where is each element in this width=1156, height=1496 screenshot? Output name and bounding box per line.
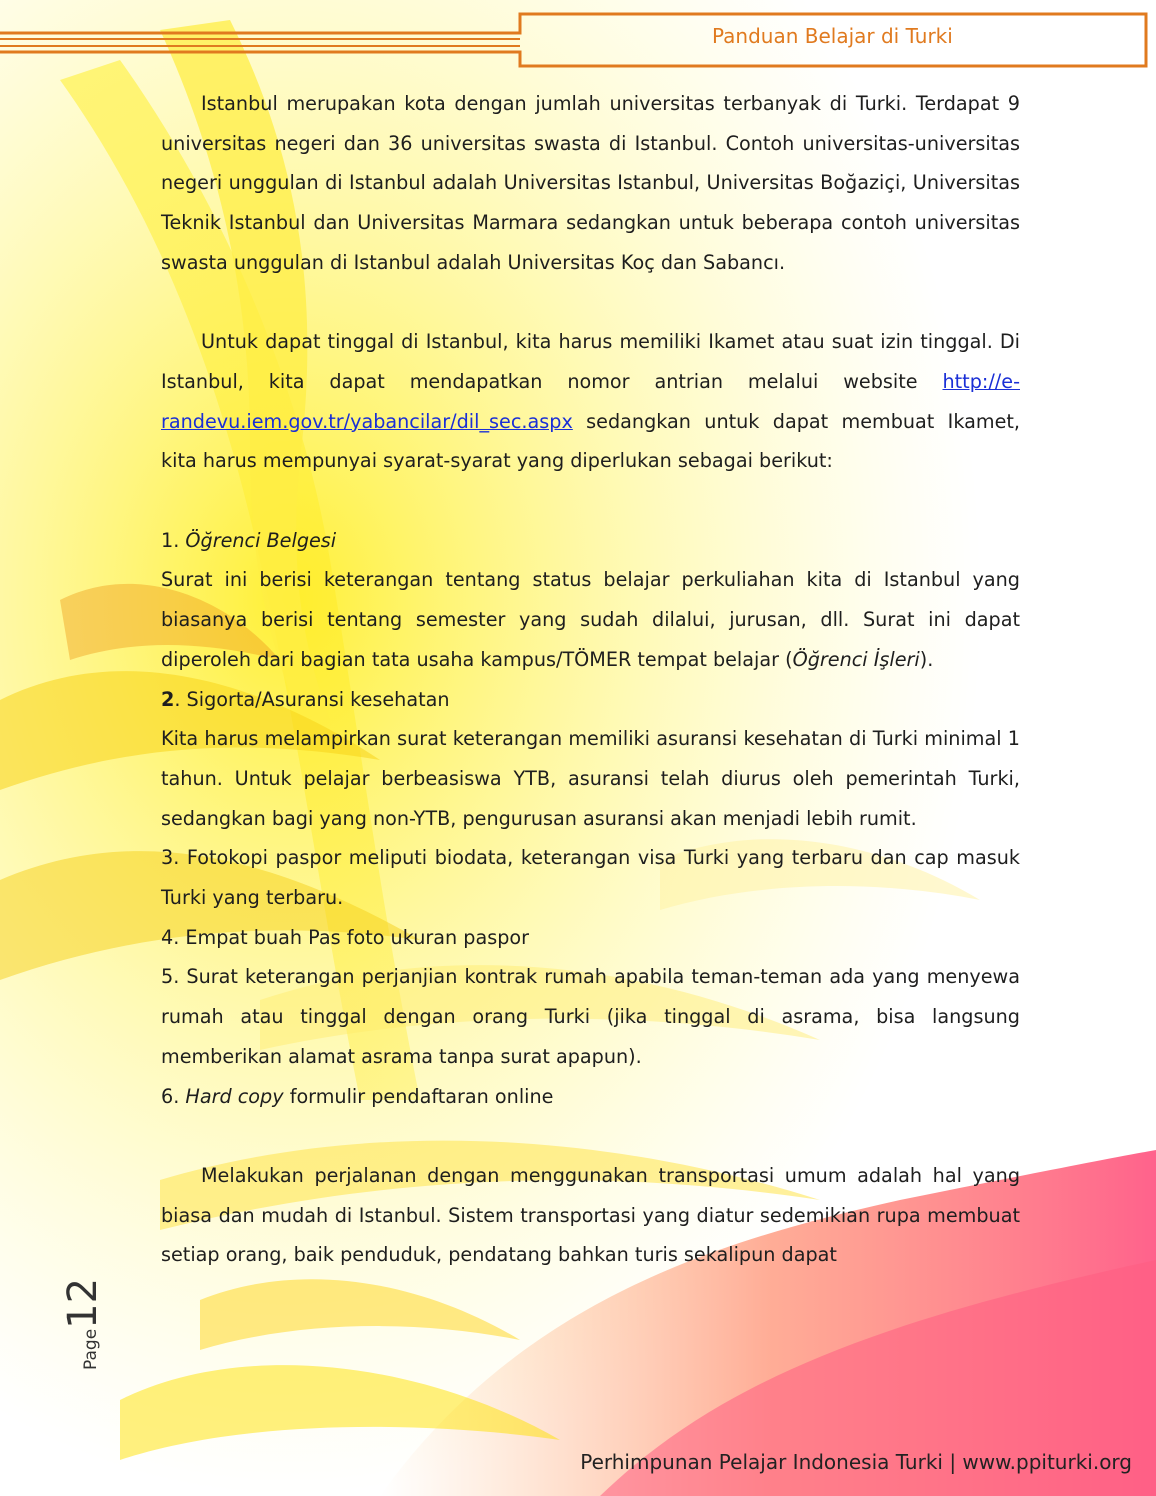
requirement-1-number: 1. [161, 528, 186, 552]
paragraph-intro: Istanbul merupakan kota dengan jumlah universitas terbanyak di Turki. Terdapat 9 universitas negeri dan 36 universitas swasta di Istanbul. Contoh universitas-universitas negeri unggulan di Istanbul adalah Universitas Istanbul, Universitas Boğaziçi, Universitas Teknik Istanbul dan Universitas Marmara sedangkan untuk beberapa contoh universitas swasta unggulan di Istanbul adalah Universitas Koç dan Sabancı. [161, 92, 1020, 274]
paragraph-ikamet-text: Untuk dapat tinggal di Istanbul, kita harus memiliki Ikamet atau suat izin tinggal. Di Istanbul, kita dapat mendapatkan nomor antrian melalui website [161, 330, 1020, 393]
requirement-1-text-end: ). [919, 647, 934, 671]
header-title: Panduan Belajar di Turki [712, 24, 953, 48]
page-number-value: 12 [60, 1277, 106, 1329]
requirement-6-number: 6. [161, 1084, 186, 1108]
requirement-1-text: Surat ini berisi keterangan tentang status belajar perkuliahan kita di Istanbul yang biasanya berisi tentang semester yang sudah dilalui, jurusan, dll. Surat ini dapat diperoleh dari bagian tata usaha kampus/TÖMER tempat belajar ( [161, 568, 1020, 671]
requirement-2-body: Kita harus melampirkan surat keterangan memiliki asuransi kesehatan di Turki minimal 1 tahun. Untuk pelajar berbeasiswa YTB, asuransi telah diurus oleh pemerintah Turki, sedangkan bagi yang non-YTB, pengurusan asuransi akan menjadi lebih rumit. [161, 727, 1020, 830]
requirement-6-text: formulir pendaftaran online [283, 1084, 554, 1108]
requirement-1-title [161, 521, 1020, 561]
requirement-2-name: . Sigorta/Asuransi kesehatan [174, 687, 450, 711]
footer-text: Perhimpunan Pelajar Indonesia Turki | www.ppiturki.org [580, 1450, 1132, 1474]
requirement-2-title [161, 680, 1020, 720]
page-word: Page [81, 1328, 101, 1370]
requirement-2-number: 2 [161, 687, 175, 711]
requirement-1-body [161, 560, 1020, 679]
requirement-5: 5. Surat keterangan perjanjian kontrak rumah apabila teman-teman ada yang menyewa rumah atau tinggal dengan orang Turki (jika tinggal di asrama, bisa langsung memberikan alamat asrama tanpa surat apapun). [161, 965, 1020, 1068]
paragraph-ikamet [161, 322, 1020, 481]
paragraph-transport: Melakukan perjalanan dengan menggunakan transportasi umum adalah hal yang biasa dan mudah di Istanbul. Sistem transportasi yang diatur sedemikian rupa membuat setiap orang, baik penduduk, pendatang bahkan turis sekalipun dapat [161, 1163, 1020, 1267]
requirement-4: 4. Empat buah Pas foto ukuran paspor [161, 925, 530, 949]
spacer [161, 1116, 1020, 1156]
requirement-1-name: Öğrenci Belgesi [185, 528, 337, 552]
requirement-6 [161, 1077, 1020, 1117]
page-number [40, 1270, 106, 1370]
requirement-6-italic: Hard copy [185, 1084, 284, 1108]
e-randevu-link[interactable]: http://e-randevu.iem.gov.tr/yabancilar/dil_sec.aspx [161, 369, 1020, 433]
spacer [161, 283, 1020, 323]
header-border [0, 0, 1156, 80]
document-body [161, 84, 1020, 1275]
requirement-3: 3. Fotokopi paspor meliputi biodata, keterangan visa Turki yang terbaru dan cap masuk Turki yang terbaru. [161, 846, 1020, 910]
requirement-1-italic: Öğrenci İşleri [792, 647, 920, 671]
spacer [161, 481, 1020, 521]
paragraph-ikamet-text-2: sedangkan untuk dapat membuat Ikamet, kita harus mempunyai syarat-syarat yang diperlukan sebagai berikut: [161, 409, 1020, 473]
